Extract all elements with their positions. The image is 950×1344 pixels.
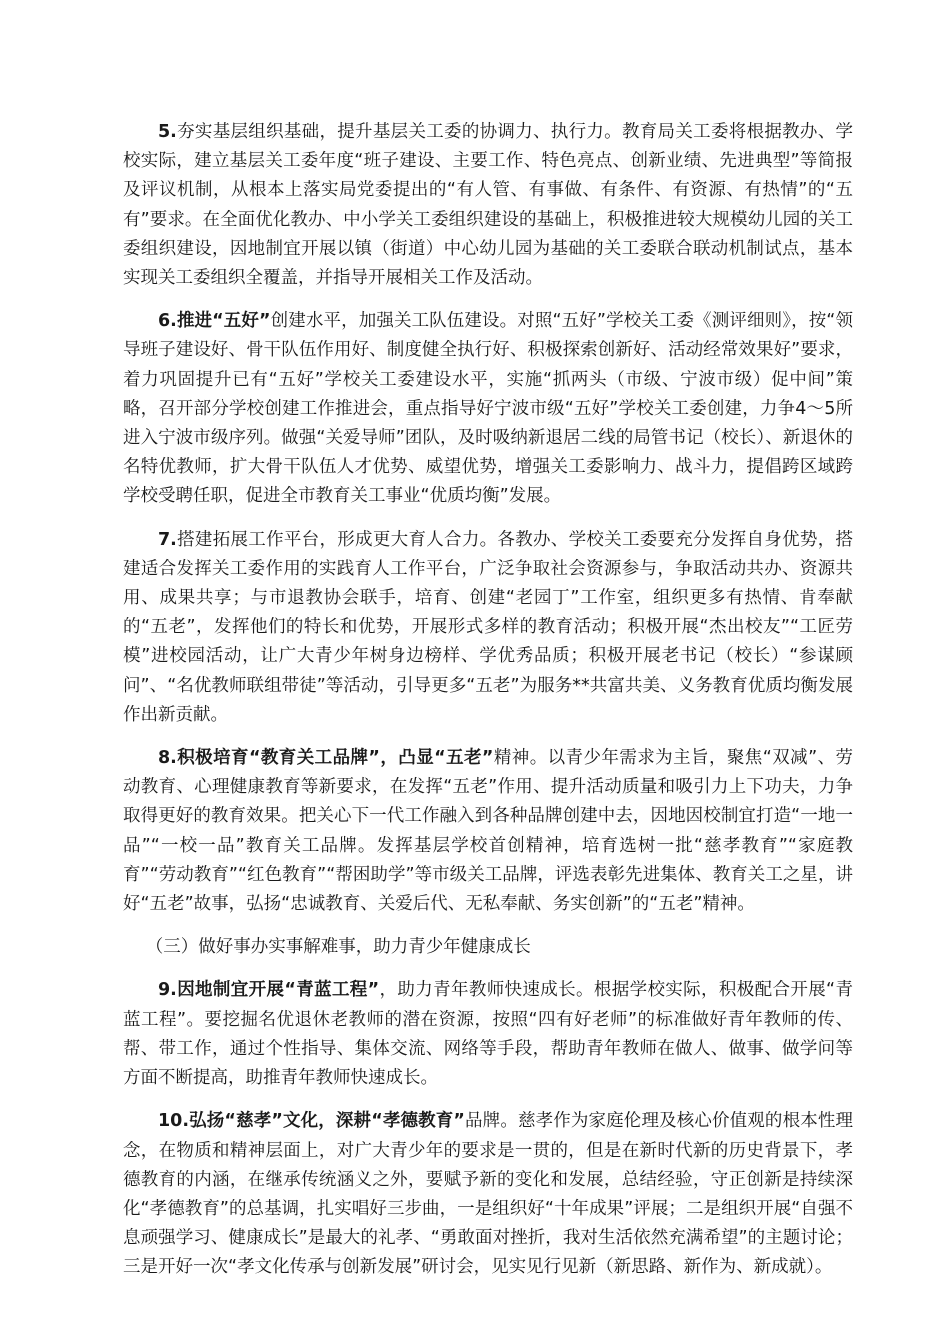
paragraph-bold-lead: 因地制宜开展“青蓝工程” <box>176 980 380 1001</box>
paragraph-bold-lead: 弘扬“慈孝”文化，深耕“孝德教育” <box>189 1111 465 1132</box>
paragraph-number: 5. <box>158 122 177 142</box>
paragraph-number: 7. <box>158 529 177 550</box>
paragraph-number: 8. <box>158 748 177 769</box>
paragraph-number: 9. <box>158 980 177 1001</box>
section-heading: （三）做好事办实事解难事，助力青少年健康成长 <box>145 937 531 958</box>
paragraph-text: ，助力青年教师快速成长。根据学校实际，积极配合开展“青蓝工程”。要挖掘名优退休老教师的潜在资源，按照“四有好老师”的标准做好青年教师的传、帮、带工作，通过个性指导、集体交流、网络等手段，帮助青年教师在做人、做事、做学问等方面不断提高，助推青年教师快速成长。 <box>123 980 853 1089</box>
document-page <box>123 118 853 1297</box>
paragraph-text: 夯实基层组织基础，提升基层关工委的协调力、执行力。教育局关工委将根据教办、学校实际，建立基层关工委年度“班子建设、主要工作、特色亮点、创新业绩、先进典型”等简报及评议机制，从根本上落实局党委提出的“有人管、有事做、有条件、有资源、有热情”的“五有”要求。在全面优化教办、中小学关工委组织建设的基础上，积极推进较大规模幼儿园的关工委组织建设，因地制宜开展以镇（街道）中心幼儿园为基础的关工委联合联动机制试点，基本实现关工委组织全覆盖，并指导开展相关工作及活动。 <box>123 122 853 289</box>
paragraph-9 <box>123 976 853 1093</box>
paragraph-7 <box>123 526 853 730</box>
paragraph-6 <box>123 307 853 511</box>
paragraph-8 <box>123 744 853 919</box>
paragraph-text: 创建水平，加强关工队伍建设。对照“五好”学校关工委《测评细则》，按“领导班子建设好、骨干队伍作用好、制度健全执行好、积极探索创新好、活动经常效果好”要求，着力巩固提升已有“五好”学校关工委建设水平，实施“抓两头（市级、宁波市级）促中间”策略，召开部分学校创建工作推进会，重点指导好宁波市级“五好”学校关工委创建，力争4～5所进入宁波市级序列。做强“关爱导师”团队，及时吸纳新退居二线的局管书记（校长）、新退休的名特优教师，扩大骨干队伍人才优势、威望优势，增强关工委影响力、战斗力，提倡跨区域跨学校受聘任职，促进全市教育关工事业“优质均衡”发展。 <box>123 311 853 507</box>
paragraph-5 <box>123 118 853 293</box>
paragraph-number: 6. <box>158 311 177 332</box>
paragraph-10 <box>123 1107 853 1282</box>
paragraph-bold-lead: 推进“五好” <box>176 311 271 332</box>
paragraph-text: 搭建拓展工作平台，形成更大育人合力。各教办、学校关工委要充分发挥自身优势，搭建适合发挥关工委作用的实践育人工作平台，广泛争取社会资源参与，争取活动共办、资源共用、成果共享；与市退教协会联手，培育、创建“老园丁”工作室，组织更多有热情、肯奉献的“五老”，发挥他们的特长和优势，开展形式多样的教育活动；积极开展“杰出校友”“工匠劳模”进校园活动，让广大青少年树身边榜样、学优秀品质；积极开展老书记（校长）“参谋顾问”、“名优教师联组带徒”等活动，引导更多“五老”为服务**共富共美、义务教育优质均衡发展作出新贡献。 <box>123 529 853 725</box>
paragraph-bold-lead: 积极培育“教育关工品牌”，凸显“五老” <box>176 748 494 769</box>
paragraph-text: 精神。以青少年需求为主旨，聚焦“双减”、劳动教育、心理健康教育等新要求，在发挥“五老”作用、提升活动质量和吸引力上下功夫，力争取得更好的教育效果。把关心下一代工作融入到各种品牌创建中去，因地因校制宜打造“一地一品”“一校一品”教育关工品牌。发挥基层学校首创精神，培育选树一批“慈孝教育”“家庭教育”“劳动教育”“红色教育”“帮困助学”等市级关工品牌，评选表彰先进集体、教育关工之星，讲好“五老”故事，弘扬“忠诚教育、关爱后代、无私奉献、务实创新”的“五老”精神。 <box>123 748 853 915</box>
paragraph-text: 品牌。慈孝作为家庭伦理及核心价值观的根本性理念，在物质和精神层面上，对广大青少年的要求是一贯的，但是在新时代新的历史背景下，孝德教育的内涵，在继承传统涵义之外，要赋予新的变化和发展，总结经验，守正创新是持续深化“孝德教育”的总基调，扎实唱好三步曲，一是组织好“十年成果”评展；二是组织开展“自强不息顽强学习、健康成长”是最大的礼孝、“勇敢面对挫折，我对生活依然充满希望”的主题讨论；三是开好一次“孝文化传承与创新发展”研讨会，见实见行见新（新思路、新作为、新成就）。 <box>123 1111 853 1278</box>
paragraph-number: 10. <box>158 1111 190 1132</box>
